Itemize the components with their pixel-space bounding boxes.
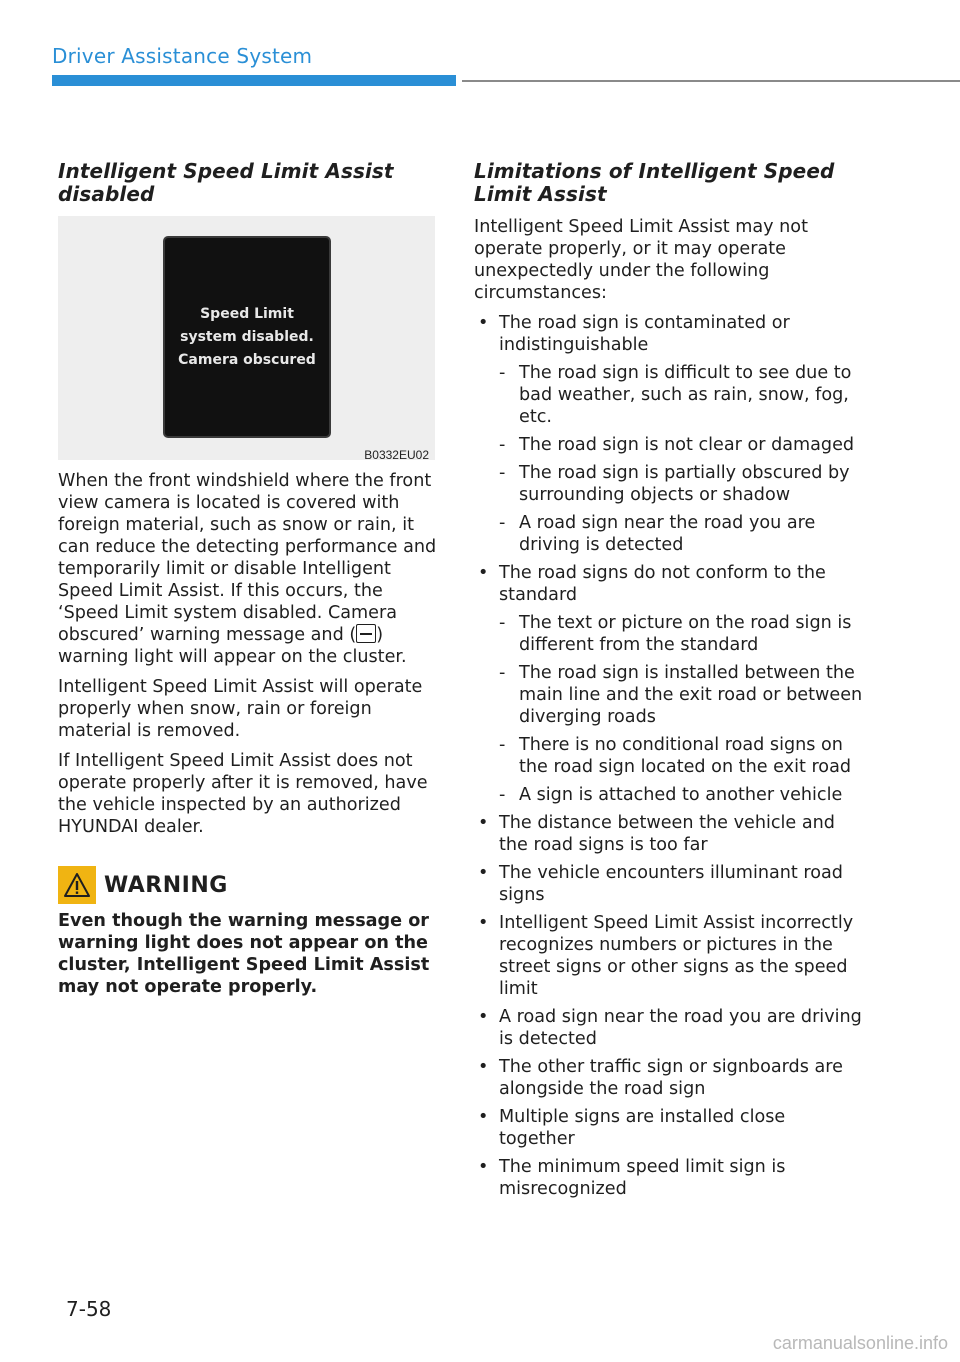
sub-list-item <box>499 362 864 428</box>
left-column <box>58 160 438 998</box>
bullet-marker: • <box>478 1157 489 1177</box>
paragraph-operate: Intelligent Speed Limit Assist will operate properly when snow, rain or foreign material is removed. <box>58 677 423 741</box>
sub-item-text: There is no conditional road signs on the road sign located on the exit road <box>519 735 852 777</box>
screen-line: system disabled. <box>180 328 314 345</box>
list-item <box>474 562 864 806</box>
header-divider-line <box>462 80 960 82</box>
sub-list <box>499 362 864 556</box>
bullet-marker: • <box>478 1007 489 1027</box>
paragraph-dealer: If Intelligent Speed Limit Assist does not operate properly after it is removed, have the vehicle inspected by an authorized HYUNDAI dealer. <box>58 751 428 837</box>
header-accent-bar <box>52 75 456 86</box>
screen-line: Speed Limit <box>200 305 294 322</box>
list-item-text: Multiple signs are installed close together <box>499 1107 786 1149</box>
bullet-marker: • <box>478 563 489 583</box>
list-item-text: The minimum speed limit sign is misrecognized <box>499 1157 786 1199</box>
sub-item-text: The road sign is difficult to see due to bad weather, such as rain, snow, fog, etc. <box>519 363 852 427</box>
list-item <box>474 862 864 906</box>
list-item <box>474 1106 864 1150</box>
paragraph-text: When the front windshield where the front view camera is located is covered with foreign material, such as snow or rain, it can reduce the detecting performance and temporarily limit or disable Intelligent Speed Limit Assist. If this occurs, the ‘Speed Limit system disabled. Camera obscured’ warning message and ( <box>58 471 437 645</box>
bullet-marker: • <box>478 863 489 883</box>
warning-header <box>58 866 438 904</box>
sub-list-item <box>499 512 864 556</box>
bullet-marker: • <box>478 813 489 833</box>
sub-list-item <box>499 434 864 456</box>
sub-item-text: The road sign is not clear or damaged <box>519 435 855 455</box>
sub-item-text: A sign is attached to another vehicle <box>519 785 843 805</box>
dash-marker: - <box>499 513 506 533</box>
section-title: Driver Assistance System <box>52 44 313 68</box>
dash-marker: - <box>499 735 506 755</box>
sub-item-text: The road sign is installed between the main line and the exit road or between diverging roads <box>519 663 863 727</box>
bullet-marker: • <box>478 1057 489 1077</box>
watermark: carmanualsonline.info <box>772 1333 948 1353</box>
list-item-text: A road sign near the road you are driving is detected <box>499 1007 862 1049</box>
warning-label: WARNING <box>104 872 228 898</box>
heading-limitations: Limitations of Intelligent Speed Limit Assist <box>474 159 835 206</box>
cluster-figure <box>58 216 435 460</box>
sub-list-item <box>499 612 864 656</box>
sub-list <box>499 612 864 806</box>
limitations-list <box>474 312 864 1200</box>
list-item <box>474 912 864 1000</box>
figure-code: B0332EU02 <box>364 448 429 462</box>
warning-triangle-icon <box>58 866 96 904</box>
right-column <box>474 160 864 1206</box>
dash-marker: - <box>499 663 506 683</box>
list-item <box>474 812 864 856</box>
bullet-marker: • <box>478 913 489 933</box>
dash-marker: - <box>499 613 506 633</box>
screen-line: Camera obscured <box>178 351 316 368</box>
sub-item-text: A road sign near the road you are driving is detected <box>519 513 816 555</box>
list-item <box>474 1056 864 1100</box>
warning-box <box>58 866 438 998</box>
list-item-text: The other traffic sign or signboards are alongside the road sign <box>499 1057 843 1099</box>
list-item-text: The road sign is contaminated or indistinguishable <box>499 313 790 355</box>
sub-list-item <box>499 662 864 728</box>
dash-marker: - <box>499 363 506 383</box>
sub-list-item <box>499 462 864 506</box>
cluster-screen <box>163 236 331 438</box>
sub-list-item <box>499 784 864 806</box>
bullet-marker: • <box>478 313 489 333</box>
paragraph-windshield <box>58 470 438 668</box>
dash-marker: - <box>499 785 506 805</box>
list-item <box>474 312 864 556</box>
list-item-text: The road signs do not conform to the standard <box>499 563 826 605</box>
warning-light-icon <box>356 624 376 643</box>
sub-item-text: The text or picture on the road sign is different from the standard <box>519 613 852 655</box>
list-item-text: The distance between the vehicle and the road signs is too far <box>499 813 835 855</box>
list-item <box>474 1006 864 1050</box>
list-item-text: Intelligent Speed Limit Assist incorrectly recognizes numbers or pictures in the street signs or other signs as the speed limit <box>499 913 854 999</box>
list-item-text: The vehicle encounters illuminant road signs <box>499 863 843 905</box>
list-item <box>474 1156 864 1200</box>
paragraph-text: ) warning light will appear on the cluster. <box>58 625 407 667</box>
dash-marker: - <box>499 435 506 455</box>
sub-item-text: The road sign is partially obscured by surrounding objects or shadow <box>519 463 850 505</box>
warning-text: Even though the warning message or warning light does not appear on the cluster, Intelligent Speed Limit Assist may not operate properly. <box>58 911 430 997</box>
limitations-intro: Intelligent Speed Limit Assist may not operate properly, or it may operate unexpectedly under the following circumstances: <box>474 217 808 303</box>
bullet-marker: • <box>478 1107 489 1127</box>
dash-marker: - <box>499 463 506 483</box>
heading-isla-disabled: Intelligent Speed Limit Assist disabled <box>58 159 394 206</box>
sub-list-item <box>499 734 864 778</box>
page-number: 7-58 <box>66 1297 112 1321</box>
